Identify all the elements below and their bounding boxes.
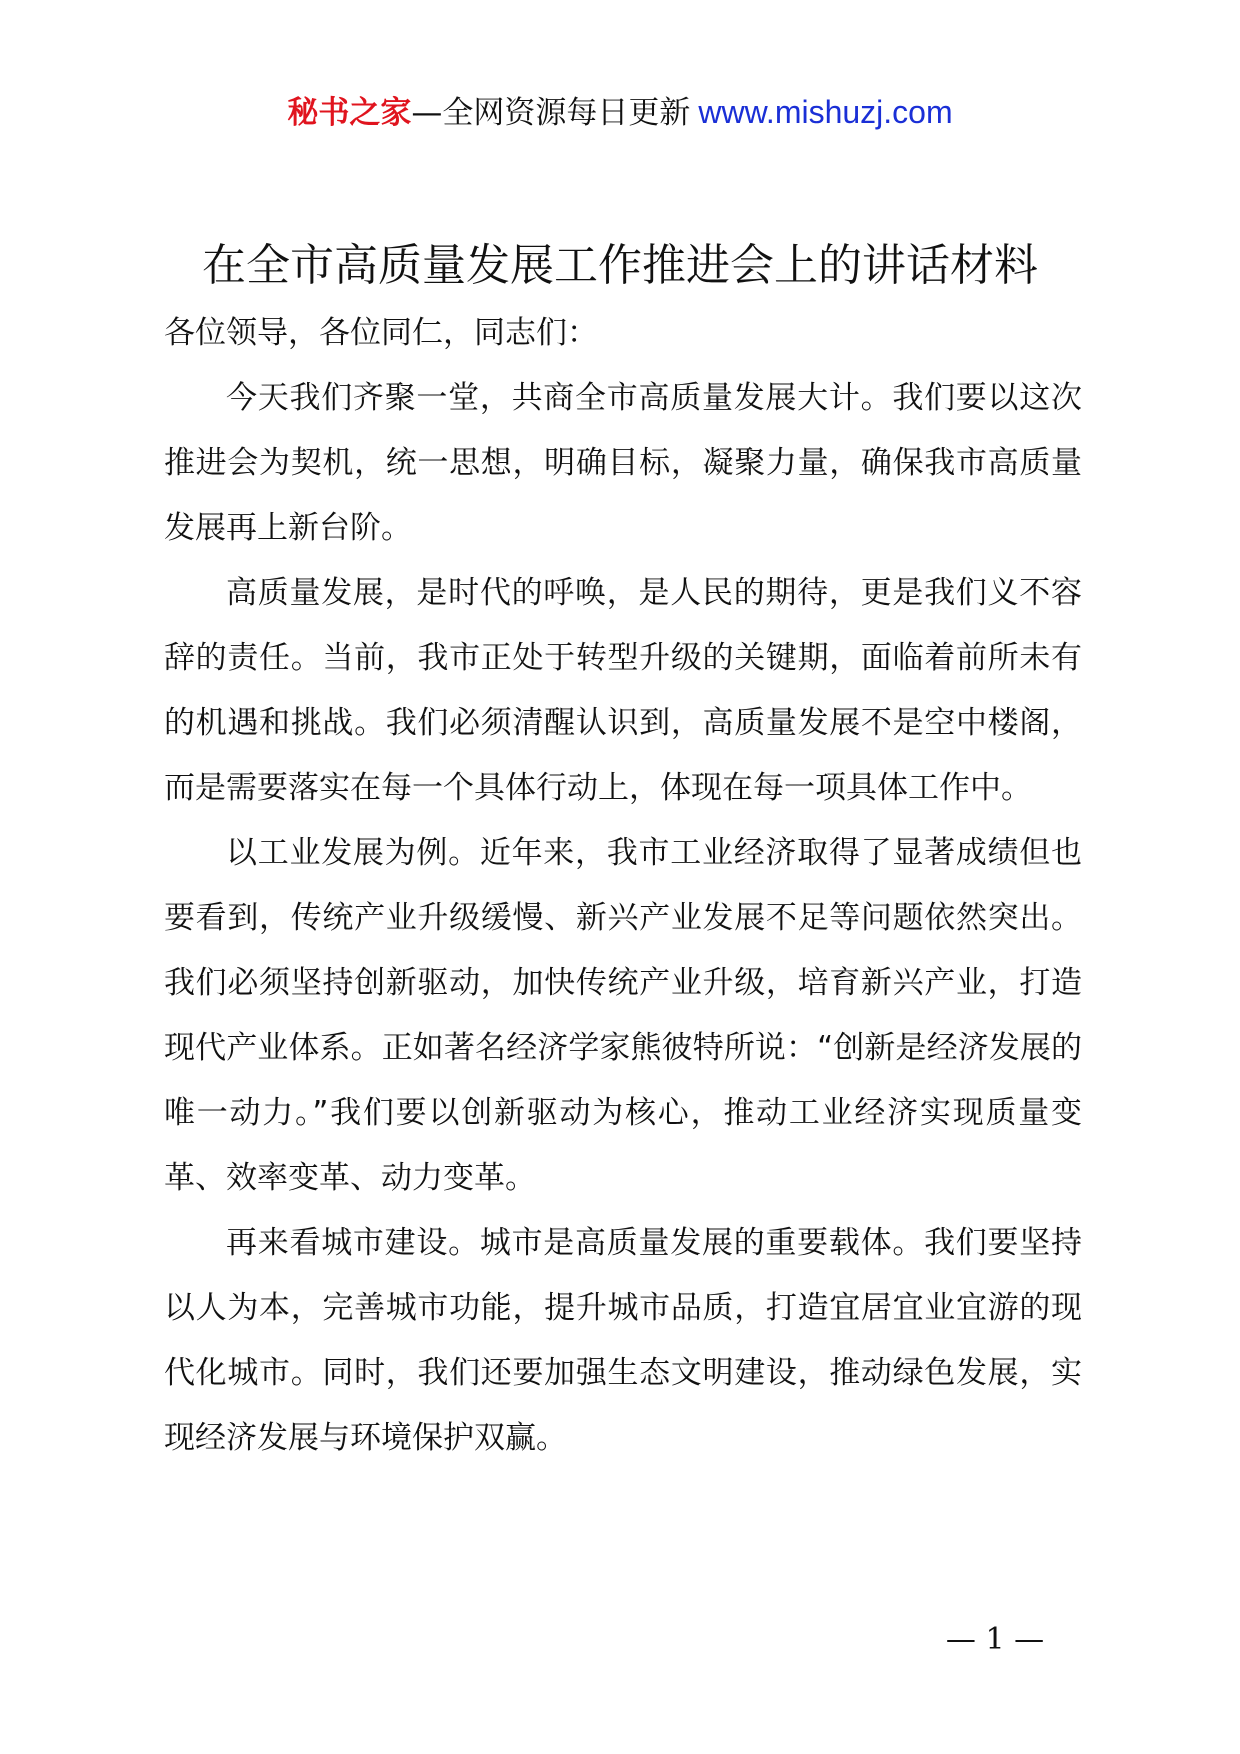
paragraph-1: 今天我们齐聚一堂，共商全市高质量发展大计。我们要以这次推进会为契机，统一思想，明确目标，凝聚力量，确保我市高质量发展再上新台阶。: [164, 380, 1082, 546]
page-header: [0, 92, 1240, 133]
paragraph-2: 高质量发展，是时代的呼唤，是人民的期待，更是我们义不容辞的责任。当前，我市正处于转型升级的关键期，面临着前所未有的机遇和挑战。我们必须清醒认识到，高质量发展不是空中楼阁，而是需要落实在每一个具体行动上，体现在每一项具体工作中。: [164, 575, 1082, 806]
document-title: 在全市高质量发展工作推进会上的讲话材料: [202, 240, 1038, 291]
site-url-link[interactable]: www.mishuzj.com: [698, 94, 953, 130]
paragraph-4: 再来看城市建设。城市是高质量发展的重要载体。我们要坚持以人为本，完善城市功能，提升城市品质，打造宜居宜业宜游的现代化城市。同时，我们还要加强生态文明建设，推动绿色发展，实现经济发展与环境保护双赢。: [164, 1225, 1082, 1456]
salutation: 各位领导，各位同仁，同志们：: [164, 315, 598, 351]
brand-name: 秘书之家: [287, 95, 412, 131]
document-body: [164, 301, 1082, 1471]
header-slogan: —全网资源每日更新: [411, 95, 691, 131]
paragraph-3: 以工业发展为例。近年来，我市工业经济取得了显著成绩但也要看到，传统产业升级缓慢、新兴产业发展不足等问题依然突出。我们必须坚持创新驱动，加快传统产业升级，培育新兴产业，打造现代产业体系。正如著名经济学家熊彼特所说：“创新是经济发展的唯一动力。”我们要以创新驱动为核心，推动工业经济实现质量变革、效率变革、动力变革。: [164, 835, 1082, 1196]
page-number: — 1 —: [945, 1622, 1045, 1657]
